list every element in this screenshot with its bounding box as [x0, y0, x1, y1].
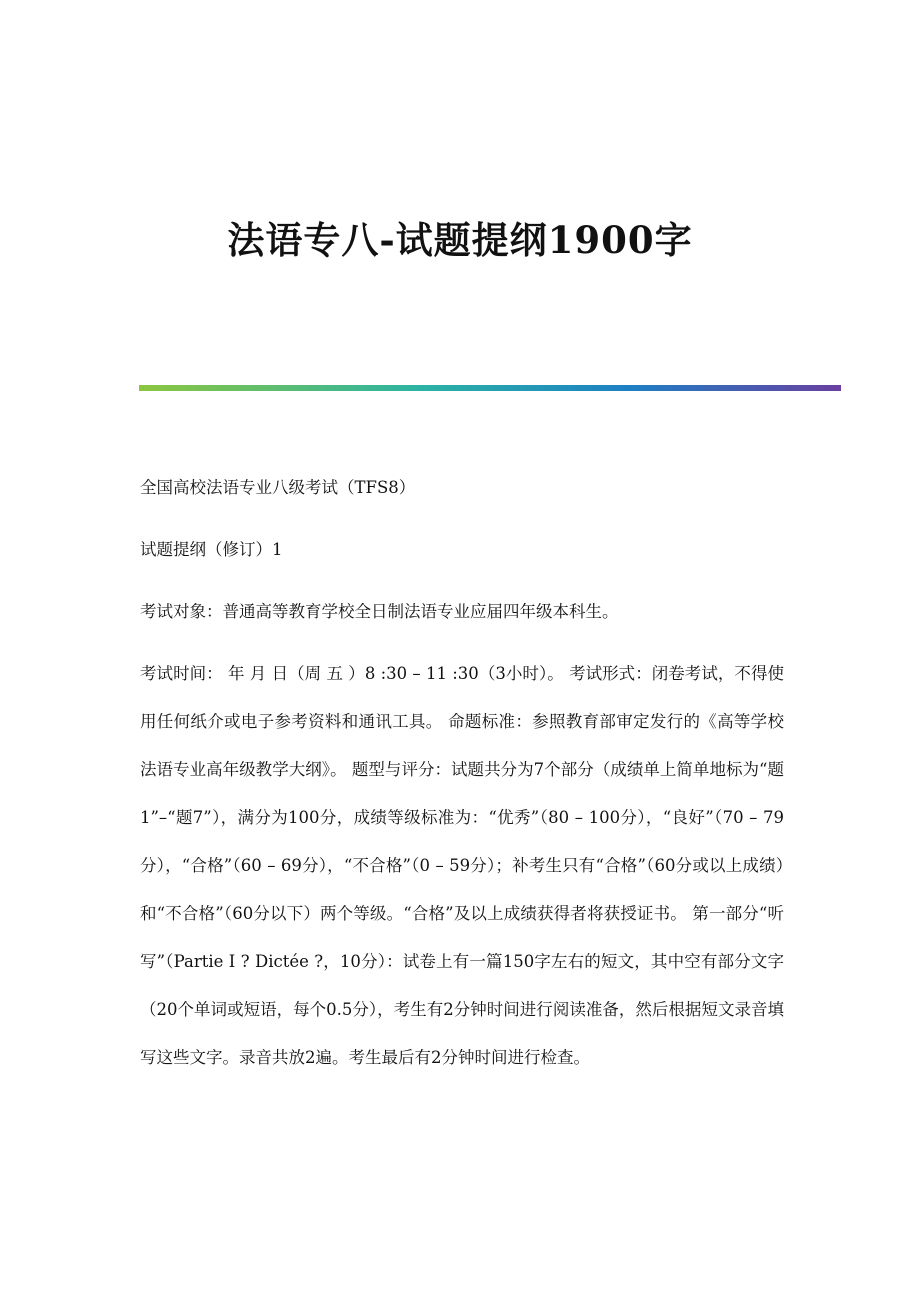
document-body [140, 464, 784, 1082]
document-title: 法语专八-试题提纲1900字 [227, 218, 693, 262]
outline-title-line: 试题提纲（修订）1 [140, 540, 283, 559]
exam-target-line: 考试对象：普通高等教育学校全日制法语专业应届四年级本科生。 [140, 602, 619, 621]
exam-name-line: 全国高校法语专业八级考试（TFS8） [140, 478, 416, 497]
title-divider [139, 385, 841, 391]
exam-details-paragraph: 考试时间： 年 月 日（周 五 ）8 :30 – 11 :30（3小时）。 考试形式：闭卷考试，不得使用任何纸介或电子参考资料和通讯工具。 命题标准：参照教育部审定发行的《高等学校法语专业高年级教学大纲》。 题型与评分：试题共分为7个部分（成绩单上简单地标为“题1”–“题7”），满分为100分，成绩等级标准为：“优秀”（80 – 100分），“良好”（70 – 79分），“合格”（60 – 69分），“不合格”（0 – 59分）；补考生只有“合格”（60分或以上成绩）和“不合格”（60分以下）两个等级。“合格”及以上成绩获得者将获授证书。 第一部分“听写”（Partie I ? Dictée ?，10分）：试卷上有一篇150字左右的短文，其中空有部分文字（20个单词或短语，每个0.5分），考生有2分钟时间进行阅读准备，然后根据短文录音填写这些文字。录音共放2遍。考生最后有2分钟时间进行检查。 [140, 664, 784, 1067]
